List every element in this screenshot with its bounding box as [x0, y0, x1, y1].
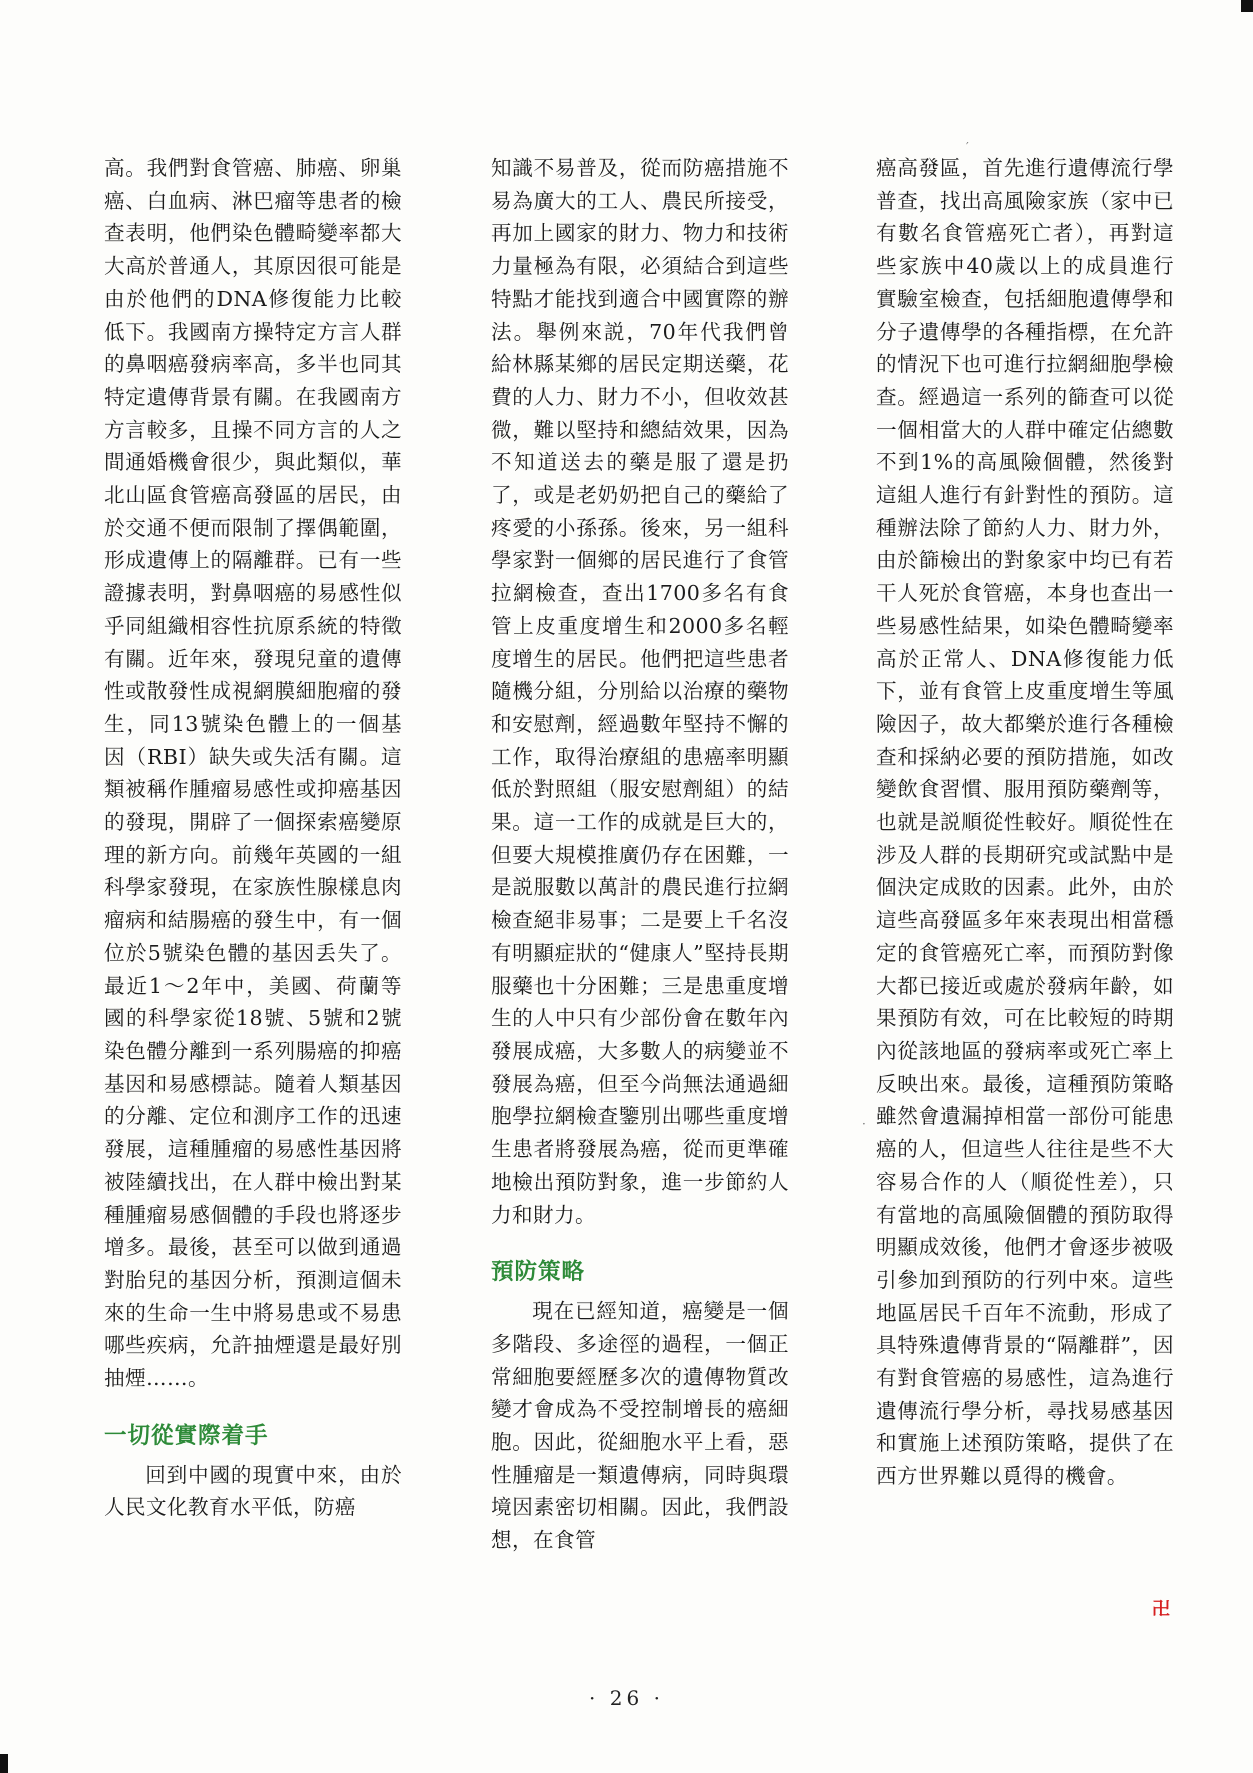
scan-registration-mark: [1241, 0, 1253, 12]
body-paragraph: 回到中國的現實中來，由於人民文化教育水平低，防癌: [104, 1462, 402, 1520]
section-heading: 一切從實際着手: [104, 1422, 269, 1449]
scan-speck: ′: [966, 140, 969, 154]
article-column-2: [491, 152, 789, 1557]
article-end-mark-icon: 卍: [1152, 1599, 1170, 1620]
scan-speck: ·: [862, 1117, 866, 1131]
body-paragraph: 知識不易普及，從而防癌措施不易為廣大的工人、農民所接受，再加上國家的財力、物力和技術力量極為有限，必須結合到這些特點才能找到適合中國實際的辦法。舉例來説，70年代我們曾給林縣某鄉的居民定期送藥，花費的人力、財力不小，但收效甚微，難以堅持和總結效果，因為不知道送去的藥是服了還是扔了，或是老奶奶把自己的藥給了疼愛的小孫孫。後來，另一組科學家對一個鄉的居民進行了食管拉網檢查，查出1700多名有食管上皮重度增生和2000多名輕度增生的居民。他們把這些患者隨機分組，分別給以治療的藥物和安慰劑，經過數年堅持不懈的工作，取得治療組的患癌率明顯低於對照組（服安慰劑組）的結果。這一工作的成就是巨大的，但要大規模推廣仍存在困難，一是説服數以萬計的農民進行拉網檢查絕非易事；二是要上千名沒有明顯症狀的“健康人”堅持長期服藥也十分困難；三是患重度增生的人中只有少部份會在數年內發展成癌，大多數人的病變並不發展為癌，但至今尚無法通過細胞學拉網檢查鑒別出哪些重度增生患者將發展為癌，從而更準確地檢出預防對象，進一步節約人力和財力。: [491, 156, 789, 1227]
body-paragraph: 現在已經知道，癌變是一個多階段、多途徑的過程，一個正常細胞要經歷多次的遺傳物質改變才會成為不受控制增長的癌細胞。因此，從細胞水平上看，惡性腫瘤是一類遺傳病，同時與環境因素密切相關。因此，我們設想，在食管: [491, 1299, 789, 1553]
article-column-3: [876, 152, 1174, 1493]
body-paragraph: 高。我們對食管癌、肺癌、卵巢癌、白血病、淋巴瘤等患者的檢查表明，他們染色體畸變率都大大高於普通人，其原因很可能是由於他們的DNA修復能力比較低下。我國南方操特定方言人群的鼻咽癌發病率高，多半也同其特定遺傳背景有關。在我國南方方言較多，且操不同方言的人之間通婚機會很少，與此類似，華北山區食管癌高發區的居民，由於交通不便而限制了擇偶範圍，形成遺傳上的隔離群。已有一些證據表明，對鼻咽癌的易感性似乎同組織相容性抗原系統的特徵有關。近年來，發現兒童的遺傳性或散發性成視網膜細胞瘤的發生，同13號染色體上的一個基因（RBI）缺失或失活有關。這類被稱作腫瘤易感性或抑癌基因的發現，開辟了一個探索癌變原理的新方向。前幾年英國的一組科學家發現，在家族性腺樣息肉瘤病和結腸癌的發生中，有一個位於5號染色體的基因丢失了。最近1～2年中，美國、荷蘭等國的科學家從18號、5號和2號染色體分離到一系列腸癌的抑癌基因和易感標誌。隨着人類基因的分離、定位和測序工作的迅速發展，這種腫瘤的易感性基因將被陸續找出，在人群中檢出對某種腫瘤易感個體的手段也將逐步增多。最後，甚至可以做到通過對胎兒的基因分析，預測這個未來的生命一生中將易患或不易患哪些疾病，允許抽煙還是最好別抽煙……。: [104, 156, 402, 1391]
page-number: · 26 ·: [589, 1686, 664, 1710]
article-column-1: [104, 152, 402, 1524]
body-paragraph: 癌高發區，首先進行遺傳流行學普查，找出高風險家族（家中已有數名食管癌死亡者），再對這些家族中40歲以上的成員進行實驗室檢查，包括細胞遺傳學和分子遺傳學的各種指標，在允許的情況下也可進行拉網細胞學檢查。經過這一系列的篩查可以從一個相當大的人群中確定佔總數不到1%的高風險個體，然後對這組人進行有針對性的預防。這種辦法除了節約人力、財力外，由於篩檢出的對象家中均已有若干人死於食管癌，本身也查出一些易感性結果，如染色體畸變率高於正常人、DNA修復能力低下，並有食管上皮重度增生等風險因子，故大都樂於進行各種檢查和採納必要的預防措施，如改變飲食習慣、服用預防藥劑等，也就是説順從性較好。順從性在涉及人群的長期研究或試點中是個決定成敗的因素。此外，由於這些高發區多年來表現出相當穩定的食管癌死亡率，而預防對像大都已接近或處於發病年齡，如果預防有效，可在比較短的時期內從該地區的發病率或死亡率上反映出來。最後，這種預防策略雖然會遺漏掉相當一部份可能患癌的人，但這些人往往是些不大容易合作的人（順從性差），只有當地的高風險個體的預防取得明顯成效後，他們才會逐步被吸引參加到預防的行列中來。這些地區居民千百年不流動，形成了具特殊遺傳背景的“隔離群”，因有對食管癌的易感性，這為進行遺傳流行學分析，尋找易感基因和實施上述預防策略，提供了在西方世界難以覓得的機會。: [876, 156, 1174, 1489]
section-heading: 預防策略: [491, 1259, 586, 1286]
scan-registration-mark: [0, 1754, 8, 1773]
